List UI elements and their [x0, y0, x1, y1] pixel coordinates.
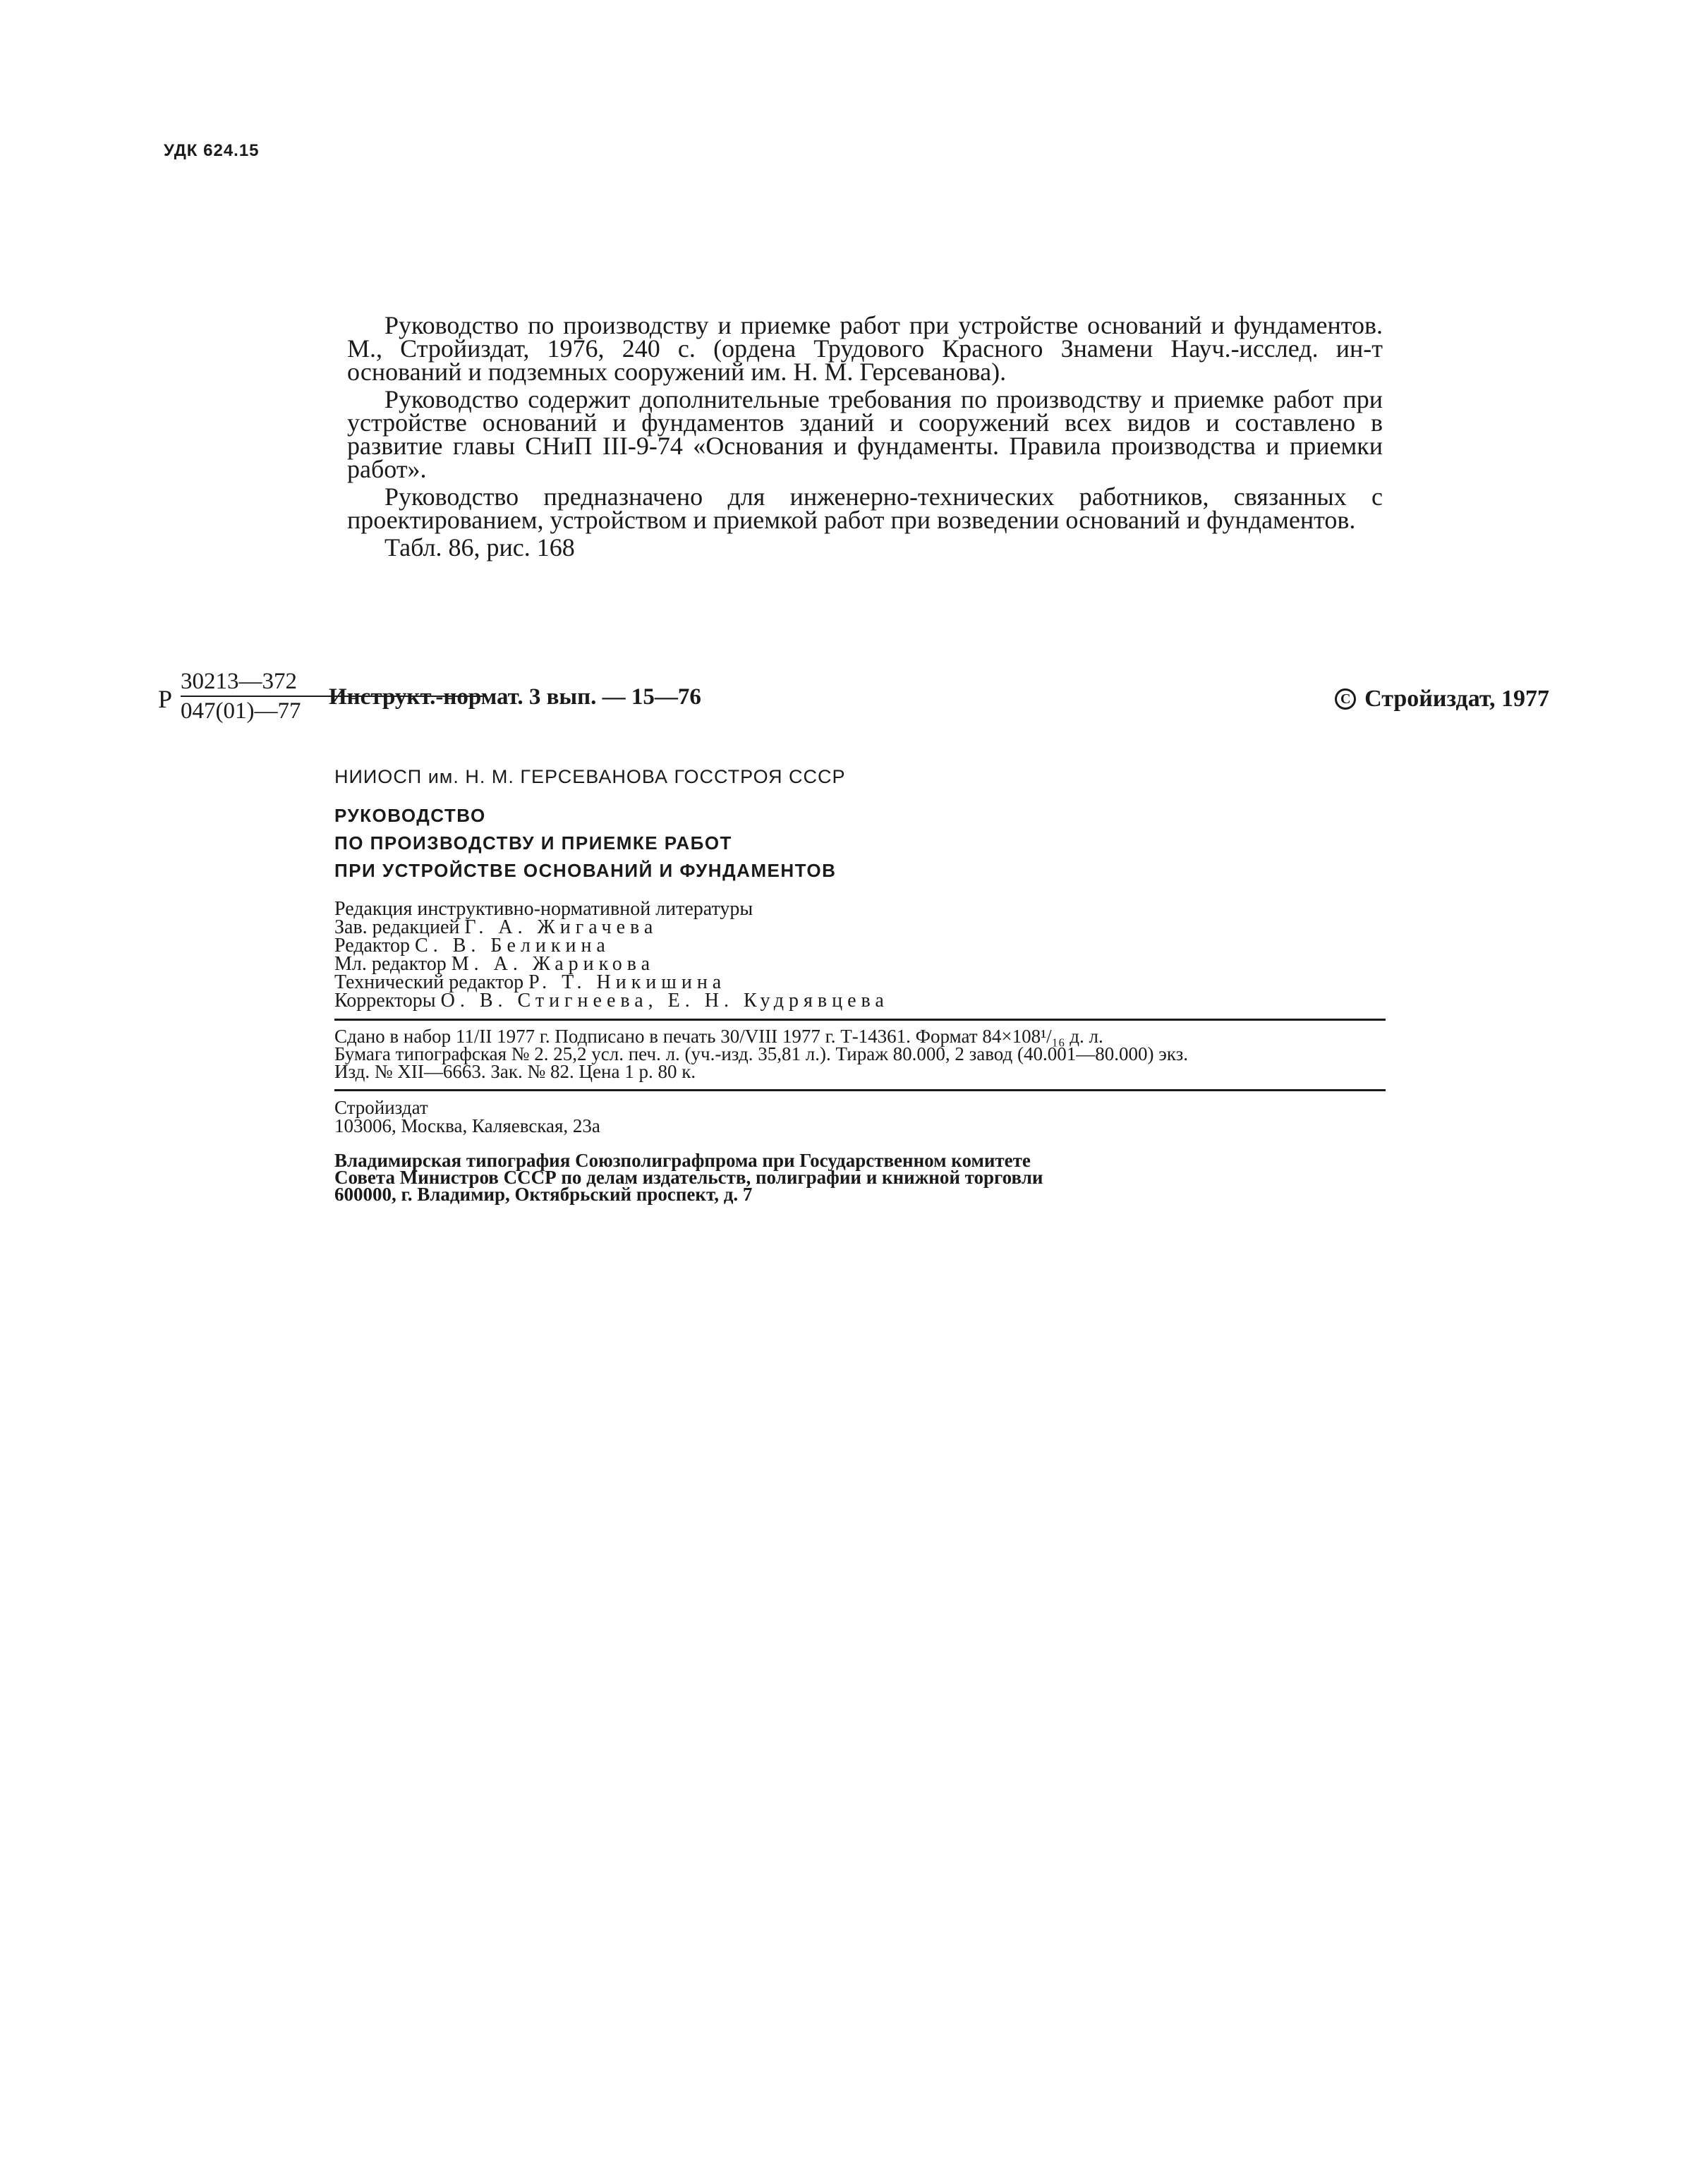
abstract-tables-figures: Табл. 86, рис. 168 [384, 533, 575, 562]
title-line: ПО ПРОИЗВОДСТВУ И ПРИЕМКЕ РАБОТ [334, 832, 732, 854]
copyright-notice [1335, 686, 1549, 712]
divider [334, 1089, 1386, 1091]
staff-role: Редактор [334, 935, 411, 957]
publisher-line: Стройиздат [334, 1097, 428, 1118]
abstract-citation: Руководство по производству и приемке работ при устройстве оснований и фундаментов. М., Стройиздат, 1976, 240 с. (ордена Трудового Красного Знамени Науч.-исслед. ин-т оснований и подземных сооружений им. Н. М. Герсеванова). [347, 311, 1383, 386]
tech-line: Сдано в набор 11/II 1977 г. Подписано в печать 30/VIII 1977 г. Т-14361. Формат 84×108¹/₁₆ д. л. [334, 1026, 1103, 1047]
imprint-block [334, 766, 1386, 1203]
divider [334, 1019, 1386, 1021]
staff-name: М. А. Жарикова [451, 953, 655, 975]
title-line: РУКОВОДСТВО [334, 805, 486, 826]
tech-line: Изд. № XII—6663. Зак. № 82. Цена 1 р. 80 к. [334, 1061, 696, 1082]
printer-line: Совета Министров СССР по делам издательств, полиграфии и книжной торговли [334, 1167, 1043, 1188]
staff-role: Мл. редактор [334, 953, 447, 975]
printing-details [334, 1028, 1386, 1081]
staff-name: С. В. Беликина [415, 935, 610, 957]
staff-role: Корректоры [334, 990, 436, 1012]
publisher-line: 103006, Москва, Каляевская, 23а [334, 1115, 600, 1136]
staff-line [334, 992, 1386, 1010]
institute-name: НИИОСП им. Н. М. ГЕРСЕВАНОВА ГОССТРОЯ СССР [334, 766, 846, 787]
printer-line: 600000, г. Владимир, Октябрьский проспект, д. 7 [334, 1184, 753, 1205]
title-line: ПРИ УСТРОЙСТВЕ ОСНОВАНИЙ И ФУНДАМЕНТОВ [334, 860, 837, 881]
staff-name: О. В. Стигнеева, Е. Н. Кудрявцева [440, 990, 889, 1012]
staff-name: Г. А. Жигачева [464, 916, 658, 938]
abstract-summary: Руководство содержит дополнительные требования по производству и приемке работ при устройстве оснований и фундаментов зданий и сооружений всех видов и составлено в развитие главы СНиП III-9-74 «Основания и фундаменты. Правила производства и приемки работ». [347, 385, 1383, 483]
classification-denominator: 047(01)—77 [181, 698, 301, 724]
classification-letter: Р [158, 685, 173, 713]
classification-numerator: 30213—372 [181, 669, 297, 694]
book-title [334, 802, 1386, 885]
printer-info [334, 1152, 1386, 1203]
abstract-audience: Руководство предназначено для инженерно-технических работников, связанных с проектированием, устройством и приемкой работ при возведении оснований и фундаментов. [347, 482, 1383, 534]
series-code: Инструкт.-нормат. 3 вып. — 15—76 [329, 684, 701, 710]
staff-name: Р. Т. Никишина [528, 971, 727, 993]
udk-code: УДК 624.15 [164, 141, 260, 160]
classification-line [158, 669, 1569, 732]
staff-role: Зав. редакцией [334, 916, 460, 938]
staff-list [334, 900, 1386, 1010]
staff-role: Технический редактор [334, 971, 524, 993]
publisher-info [334, 1098, 1386, 1135]
abstract-block [347, 311, 1383, 564]
staff-role: Редакция инструктивно-нормативной литературы [334, 898, 753, 920]
copyright-icon: C [1335, 688, 1356, 710]
copyright-text: Стройиздат, 1977 [1364, 686, 1549, 712]
tech-line: Бумага типографская № 2. 25,2 усл. печ. л. (уч.-изд. 35,81 л.). Тираж 80.000, 2 завод (40.001—80.000) экз. [334, 1043, 1189, 1064]
printer-line: Владимирская типография Союзполиграфпрома при Государственном комитете [334, 1150, 1031, 1171]
